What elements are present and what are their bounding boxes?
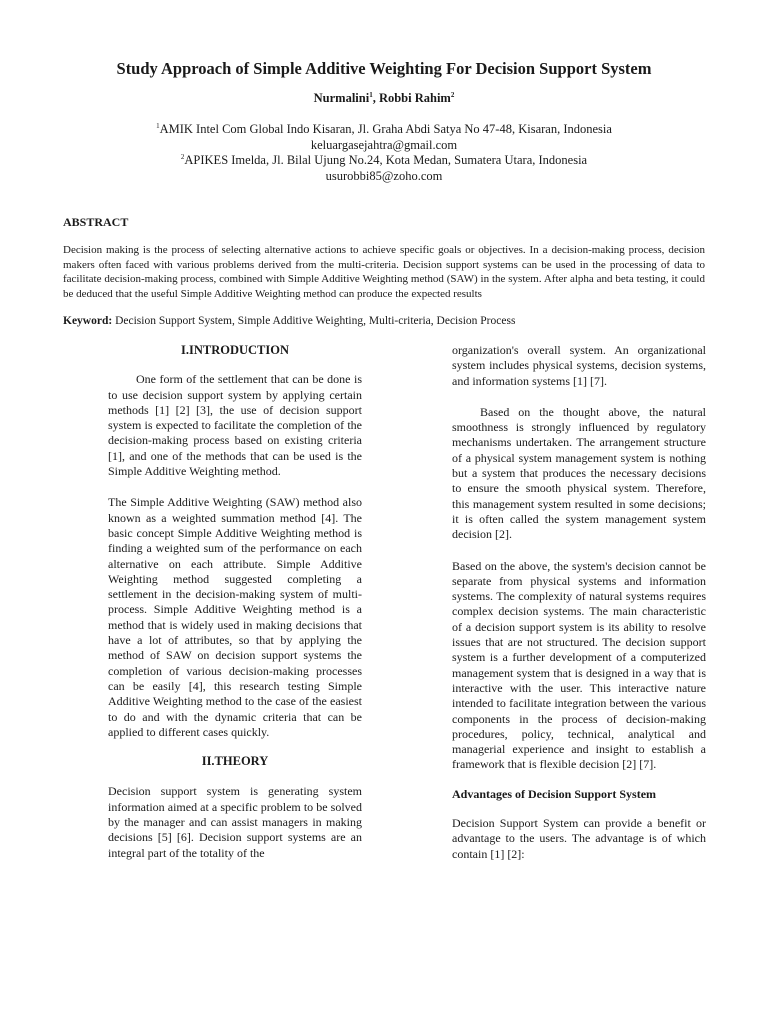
paper-title: Study Approach of Simple Additive Weighting For Decision Support System [116, 59, 652, 78]
right-column [452, 343, 706, 862]
affiliation-email[interactable]: keluargasejahtra@gmail.com [310, 138, 458, 152]
author-name: Robbi Rahim [378, 91, 451, 105]
keyword-label: Keyword: [63, 315, 113, 327]
affiliation-text: AMIK Intel Com Global Indo Kisaran, Jl. Graha Abdi Satya No 47-48, Kisaran, Indonesia [159, 122, 612, 136]
paragraph: Decision Support System can provide a benefit or advantage to the users. The advantage is of which contain [1] [2]: [452, 816, 706, 861]
left-column [108, 343, 362, 861]
paragraph: Based on the thought above, the natural smoothness is strongly influenced by regulatory mechanisms undertaken. The arrangement structure of a physical system management system is nothing but a system that produces the necessary decisions to ensure the smooth physical system. Therefore, this management system resulted in some decisions; it is often called the system management system decision [2]. [452, 404, 706, 542]
affiliation-marker: 2 [180, 152, 185, 161]
paragraph: Based on the above, the system's decision cannot be separate from physical systems and information systems. The complexity of natural systems requires complex decision systems. The main characteristic of a decision support system is its ability to resolve issues that are not structured. The decision support system is a further development of a computerized management system that is designed in a way that is interactive with the user. This interactive nature intended to facilitate integration between the various components in the process of decision-making procedures, policy, technical, analytical and managerial experience and insight to establish a framework that is flexible decision [2] [7]. [452, 558, 706, 772]
author-affiliation-marker: 2 [450, 90, 455, 99]
section-heading-theory: II.THEORY [201, 754, 269, 769]
abstract-body: Decision making is the process of selecting alternative actions to achieve specific goals or objectives. In a decision-making process, decision makers often faced with various problems derived from the multi-criteria. Decision support systems can be used in the processing of data to facilitate decision-making process, combined with Simple Additive Weighting method (SAW) in the system. After alpha and beta testing, it could be deduced that the useful Simple Additive Weighting method can produce the expected results [63, 244, 705, 300]
affiliation-2 [0, 152, 768, 184]
paragraph: The Simple Additive Weighting (SAW) method also known as a weighted summation method [4]. The basic concept Simple Additive Weighting method is finding a weighted sum of the performance on each alternative on each attribute. Simple Additive Weighting method suggested completing a settlement in the decision-making system of multi-process. Simple Additive Weighting method is a method that is widely used in making decisions that have a lot of attributes, so that by applying the method of SAW on decision support systems the completion of various decision-making processes can be easily [4], this research testing Simple Additive Weighting method to the case of the easiest to do and with the dynamic criteria that can be applied to different cases quickly. [108, 495, 362, 739]
affiliation-text: APIKES Imelda, Jl. Bilal Ujung No.24, Kota Medan, Sumatera Utara, Indonesia [184, 153, 588, 167]
affiliation-marker: 1 [156, 121, 160, 130]
keyword-list: Decision Support System, Simple Additive Weighting, Multi-criteria, Decision Process [115, 315, 516, 327]
section-heading-introduction: I.INTRODUCTION [180, 343, 289, 357]
affiliation-1 [0, 121, 768, 153]
author-affiliation-marker: 1 [369, 90, 373, 99]
affiliation-email[interactable]: usurobbi85@zoho.com [325, 169, 443, 183]
paragraph: Decision support system is generating system information aimed at a specific problem to be solved by the manager and can assist managers in making decisions [5] [6]. Decision support systems are an integral part of the totality of the [108, 784, 362, 860]
author-name: Nurmalini [313, 91, 370, 105]
author-line [0, 91, 768, 106]
keyword-line [63, 315, 723, 327]
subsection-heading-advantages: Advantages of Decision Support System [452, 786, 657, 801]
author-separator: , [372, 91, 379, 105]
paragraph: organization's overall system. An organizational system includes physical systems, decision systems, and information systems [1] [7]. [452, 343, 706, 388]
paragraph: One form of the settlement that can be done is to use decision support system by applying certain methods [1] [2] [3], the use of decision support system is expected to facilitate the completion of the decision-making process based on existing criteria [1], and one of the methods that can be used is the Simple Additive Weighting method. [108, 372, 362, 479]
abstract-heading: ABSTRACT [63, 215, 129, 229]
